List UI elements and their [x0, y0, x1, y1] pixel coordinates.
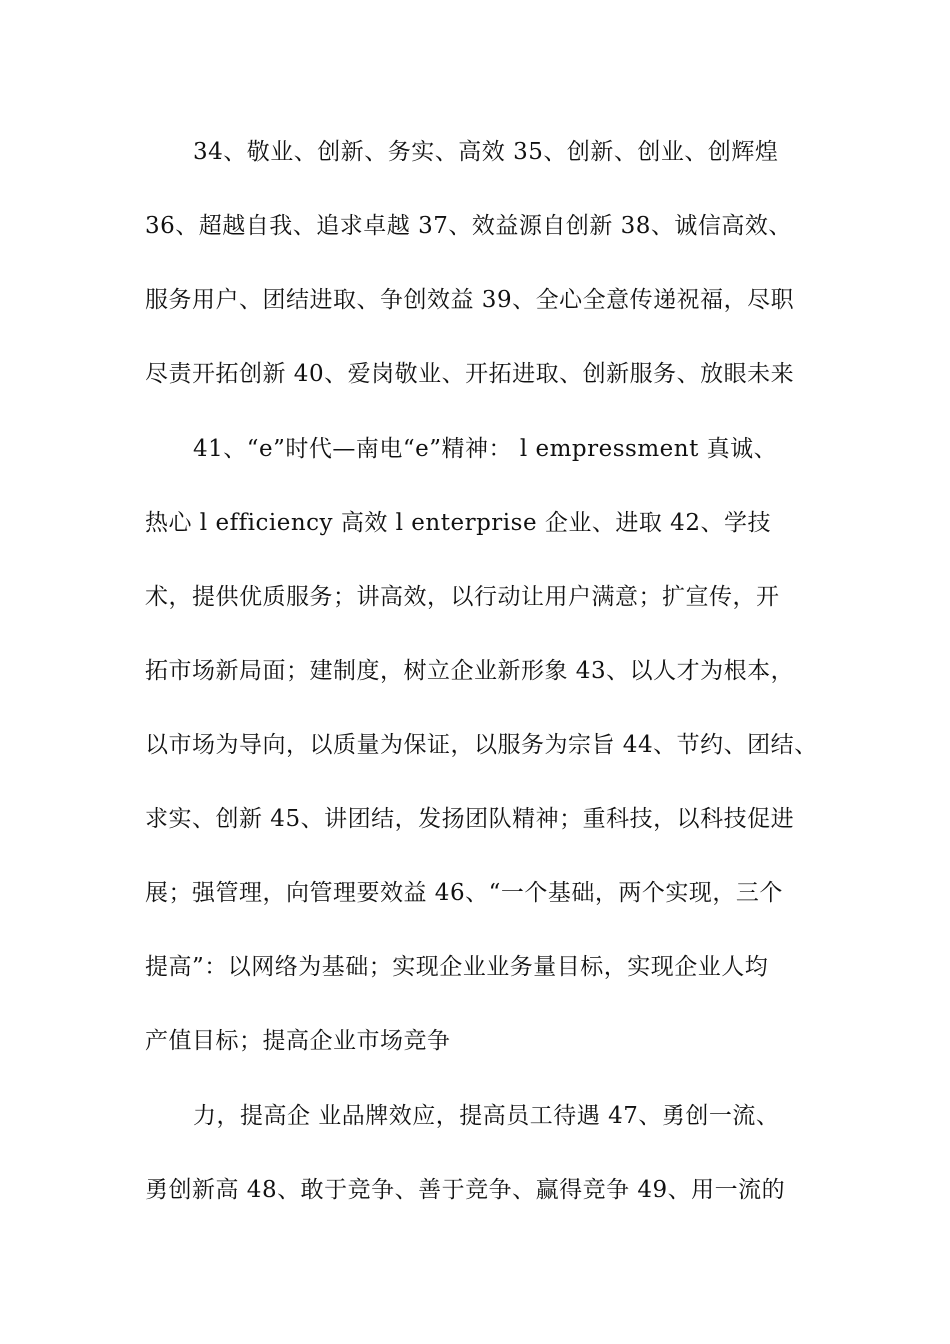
text-line: 服务用户、团结进取、争创效益 39、全心全意传递祝福，尽职: [145, 287, 795, 313]
text-line: 产值目标；提高企业市场竞争: [145, 1028, 451, 1054]
text-line: 术，提供优质服务；讲高效，以行动让用户满意；扩宣传，开: [145, 584, 780, 610]
text-line: 勇创新高 48、敢于竞争、善于竞争、赢得竞争 49、用一流的: [145, 1177, 786, 1203]
text-line: 力，提高企 业品牌效应，提高员工待遇 47、勇创一流、: [193, 1103, 780, 1129]
text-line: 34、敬业、创新、务实、高效 35、创新、创业、创辉煌: [193, 139, 779, 165]
text-line: 提高”：以网络为基础；实现企业业务量目标，实现企业人均: [145, 954, 769, 980]
text-line: 展；强管理，向管理要效益 46、“一个基础，两个实现，三个: [145, 880, 783, 906]
text-line: 36、超越自我、追求卓越 37、效益源自创新 38、诚信高效、: [145, 213, 792, 239]
text-line: 热心 l efficiency 高效 l enterprise 企业、进取 42、学技: [145, 510, 771, 536]
text-line: 拓市场新局面；建制度，树立企业新形象 43、以人才为根本，: [145, 658, 795, 684]
text-line: 以市场为导向，以质量为保证，以服务为宗旨 44、节约、团结、: [145, 732, 818, 758]
text-line: 41、“e”时代—南电“e”精神： l empressment 真诚、: [193, 436, 778, 462]
text-line: 尽责开拓创新 40、爱岗敬业、开拓进取、创新服务、放眼未来: [145, 361, 795, 387]
text-line: 求实、创新 45、讲团结，发扬团队精神；重科技，以科技促进: [145, 806, 795, 832]
